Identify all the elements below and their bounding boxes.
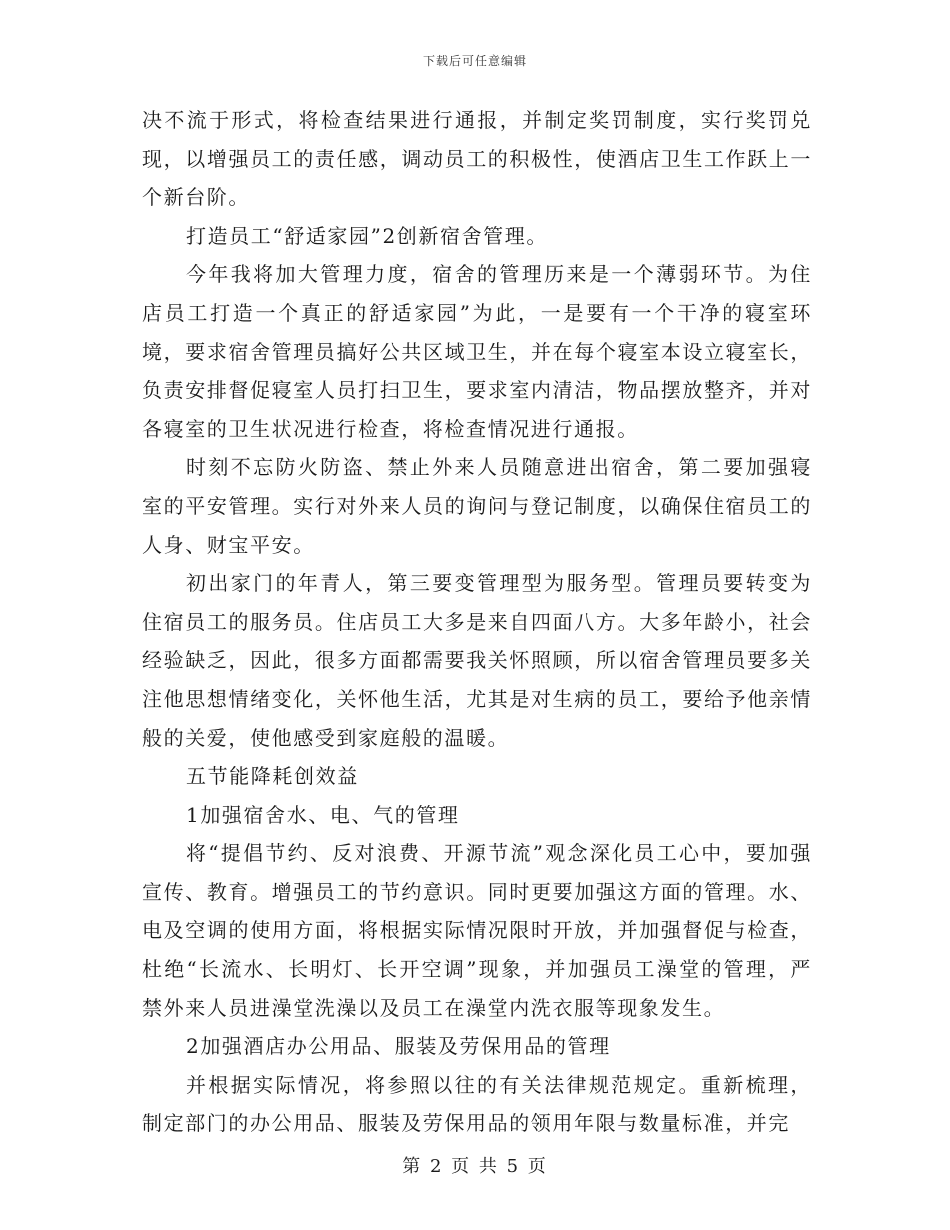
paragraph-7: 并根据实际情况，将参照以往的有关法律规范规定。重新梳理，制定部门的办公用品、服装及劳保用品的领用年限与数量标准，并完	[142, 1072, 812, 1136]
page-number: 第 2 页 共 5 页	[402, 1156, 548, 1177]
subheading-1: 1加强宿舍水、电、气的管理	[186, 802, 460, 827]
section-heading-5: 五节能降耗创效益	[186, 764, 359, 789]
paragraph-2: 打造员工“舒适家园”2创新宿舍管理。	[186, 223, 548, 248]
document-body	[142, 101, 812, 1143]
paragraph-5: 初出家门的年青人，第三要变管理型为服务型。管理员要转变为住宿员工的服务员。住店员工大多是来自四面八方。大多年龄小，社会经验缺乏，因此，很多方面都需要我关怀照顾，所以宿舍管理员要多关注他思想情绪变化，关怀他生活，尤其是对生病的员工，要给予他亲情般的关爱，使他感受到家庭般的温暖。	[142, 571, 812, 750]
paragraph-4: 时刻不忘防火防盗、禁止外来人员随意进出宿舍，第二要加强寝室的平安管理。实行对外来人员的询问与登记制度，以确保住宿员工的人身、财宝平安。	[142, 455, 812, 557]
subheading-2: 2加强酒店办公用品、服装及劳保用品的管理	[186, 1034, 611, 1059]
paragraph-1: 决不流于形式，将检查结果进行通报，并制定奖罚制度，实行奖罚兑现，以增强员工的责任感，调动员工的积极性，使酒店卫生工作跃上一个新台阶。	[142, 108, 812, 210]
page-header: 下载后可任意编辑	[422, 54, 527, 68]
paragraph-3: 今年我将加大管理力度，宿舍的管理历来是一个薄弱环节。为住店员工打造一个真正的舒适家园”为此，一是要有一个干净的寝室环境，要求宿舍管理员搞好公共区域卫生，并在每个寝室本设立寝室长，负责安排督促寝室人员打扫卫生，要求室内清洁，物品摆放整齐，并对各寝室的卫生状况进行检查，将检查情况进行通报。	[142, 262, 812, 441]
paragraph-6: 将“提倡节约、反对浪费、开源节流”观念深化员工心中，要加强宣传、教育。增强员工的节约意识。同时更要加强这方面的管理。水、电及空调的使用方面，将根据实际情况限时开放，并加强督促与检查，杜绝“长流水、长明灯、长开空调”现象，并加强员工澡堂的管理，严禁外来人员进澡堂洗澡以及员工在澡堂内洗衣服等现象发生。	[142, 841, 812, 1020]
